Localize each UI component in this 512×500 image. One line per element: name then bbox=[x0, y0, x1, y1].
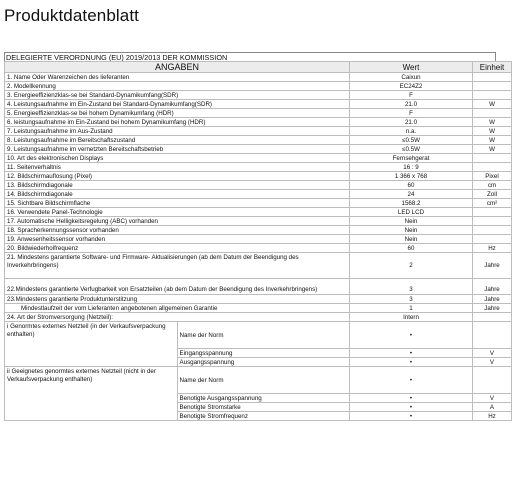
table-row bbox=[5, 304, 512, 313]
table-row bbox=[5, 199, 512, 208]
row-unit: W bbox=[473, 127, 512, 136]
row-unit bbox=[473, 82, 512, 91]
row-value: F bbox=[350, 109, 473, 118]
page-title: Produktdatenblatt bbox=[4, 6, 139, 25]
row-unit bbox=[473, 235, 512, 244]
row-value: 60 bbox=[350, 244, 473, 253]
table-row bbox=[5, 100, 512, 109]
row-value: Nein bbox=[350, 226, 473, 235]
table-row bbox=[5, 145, 512, 154]
row-unit bbox=[473, 208, 512, 217]
row-unit bbox=[473, 109, 512, 118]
row-label: 8. Leistungsaufnahme im Bereitschaftszustand bbox=[5, 136, 350, 145]
row-label: 19. Anwesenheitssensor vorhanden bbox=[5, 235, 350, 244]
row-label: 1. Name Oder Warenzeichen des lieferanten bbox=[5, 73, 350, 82]
group-i-output-label: Ausgangsspannung bbox=[177, 358, 350, 367]
group-ii-frequency-label: Benotigte Stromfrequenz bbox=[177, 412, 350, 421]
group-ii-voltage-unit: V bbox=[473, 394, 512, 403]
table-row bbox=[5, 73, 512, 82]
table-row bbox=[5, 109, 512, 118]
table-row bbox=[5, 181, 512, 190]
row-value: 1 366 x 768 bbox=[350, 172, 473, 181]
row-value: 21.0 bbox=[350, 100, 473, 109]
row-unit: Jahre bbox=[473, 253, 512, 279]
row-value: LED LCD bbox=[350, 208, 473, 217]
group-ii-name-value: • bbox=[350, 367, 473, 394]
row-value: n.a. bbox=[350, 127, 473, 136]
row-unit bbox=[473, 217, 512, 226]
row-unit: cm² bbox=[473, 199, 512, 208]
group-ii-name-unit bbox=[473, 367, 512, 394]
row-label: 10. Art des elektronischen Displays bbox=[5, 154, 350, 163]
row-label: 3. Energieeffizienzklas-se bei Standard-Dynamikumfang(SDR) bbox=[5, 91, 350, 100]
table-row bbox=[5, 226, 512, 235]
row-value: 24 bbox=[350, 190, 473, 199]
row-label: Mindestlaufzeit der vom Lieferanten angebotenen allgemeinen Garantie bbox=[5, 304, 350, 313]
row-unit: Jahre bbox=[473, 279, 512, 295]
row-value: 21.0 bbox=[350, 118, 473, 127]
row-unit: W bbox=[473, 100, 512, 109]
row-label: 13. Bildschirmdiagonale bbox=[5, 181, 350, 190]
row-unit bbox=[473, 163, 512, 172]
group-i-name-value: • bbox=[350, 322, 473, 349]
row-label: 2. Modellkennung bbox=[5, 82, 350, 91]
group-i-input-label: Eingangsspannung bbox=[177, 349, 350, 358]
row-unit bbox=[473, 226, 512, 235]
row-label: 6. leistungsaufnahme im Ein-Zustand bei hohem Dynamikumfang (HDR) bbox=[5, 118, 350, 127]
table-row bbox=[5, 235, 512, 244]
row-value: 2 bbox=[350, 253, 473, 279]
table-row bbox=[5, 118, 512, 127]
row-value: 16 : 9 bbox=[350, 163, 473, 172]
row-label: 4. Leistungsaufnahme im Ein-Zustand bei Standard-Dynamikumfang(SDR) bbox=[5, 100, 350, 109]
group-i-input-unit: V bbox=[473, 349, 512, 358]
group-ii-label: ii Geeignetes genormtes externes Netzteil (nicht in der Verkaufsverpackung enthalten) bbox=[5, 367, 178, 421]
header-einheit: Einheit bbox=[473, 62, 512, 73]
table-row bbox=[5, 208, 512, 217]
header-angaben: ANGABEN bbox=[5, 62, 350, 73]
row-value: 1568.2 bbox=[350, 199, 473, 208]
table-row bbox=[5, 127, 512, 136]
row-value: 3 bbox=[350, 279, 473, 295]
row-unit: cm bbox=[473, 181, 512, 190]
row-label: 12. Bildschirmauflosung (Pixel) bbox=[5, 172, 350, 181]
row-unit bbox=[473, 154, 512, 163]
row-value: Fernsehgerat bbox=[350, 154, 473, 163]
row-value: Caixun bbox=[350, 73, 473, 82]
row-value: EC24Z2 bbox=[350, 82, 473, 91]
table-row bbox=[5, 295, 512, 304]
group-ii-current-label: Benotigte Stromstarke bbox=[177, 403, 350, 412]
row-label: 18. Spracherkennungssensor vorhanden bbox=[5, 226, 350, 235]
table-row bbox=[5, 136, 512, 145]
table-row bbox=[5, 253, 512, 279]
row-value: 1 bbox=[350, 304, 473, 313]
row-unit: W bbox=[473, 118, 512, 127]
table-row bbox=[5, 279, 512, 295]
table-row bbox=[5, 91, 512, 100]
table-row bbox=[5, 163, 512, 172]
group-ii-frequency-value: • bbox=[350, 412, 473, 421]
row-unit bbox=[473, 313, 512, 322]
group-i-output-unit: V bbox=[473, 358, 512, 367]
group-i-name-unit bbox=[473, 322, 512, 349]
group-ii-current-value: • bbox=[350, 403, 473, 412]
table-row bbox=[5, 367, 512, 394]
row-value: ≤0.5W bbox=[350, 136, 473, 145]
table-header bbox=[5, 62, 512, 73]
table-row bbox=[5, 313, 512, 322]
row-label: 7. Leistungsaufnahme im Aus-Zustand bbox=[5, 127, 350, 136]
row-unit: Pixel bbox=[473, 172, 512, 181]
table-row bbox=[5, 190, 512, 199]
group-i-label: i Genormtes externes Netzteil (in der Verkaufsverpackung enthalten) bbox=[5, 322, 178, 367]
row-label: 20. Bildwiederholfrequenz bbox=[5, 244, 350, 253]
table-row bbox=[5, 322, 512, 349]
row-value: Nein bbox=[350, 235, 473, 244]
row-unit: Hz bbox=[473, 244, 512, 253]
row-unit: Jahre bbox=[473, 295, 512, 304]
header-wert: Wert bbox=[350, 62, 473, 73]
row-label: 11. Seitenverhaltnis bbox=[5, 163, 350, 172]
row-unit bbox=[473, 73, 512, 82]
row-label: 15. Sichtbare Bildschirmflache bbox=[5, 199, 350, 208]
row-unit: W bbox=[473, 145, 512, 154]
row-label: 23.Mindestens garantierte Produktunterstitzung bbox=[5, 295, 350, 304]
group-ii-voltage-label: Benotigte Ausgangsspannung bbox=[177, 394, 350, 403]
group-i-input-value: • bbox=[350, 349, 473, 358]
row-label: 24. Art der Stromversorgung (Netzteil): bbox=[5, 313, 350, 322]
row-value: Nein bbox=[350, 217, 473, 226]
table-row bbox=[5, 154, 512, 163]
table-row bbox=[5, 244, 512, 253]
row-unit bbox=[473, 91, 512, 100]
group-ii-frequency-unit: Hz bbox=[473, 412, 512, 421]
data-table bbox=[4, 61, 512, 421]
regulation-subtitle: DELEGIERTE VERORDNUNG (EU) 2019/2013 DER KOMMISSION bbox=[4, 52, 496, 61]
row-unit: Jahre bbox=[473, 304, 512, 313]
row-value: 60 bbox=[350, 181, 473, 190]
group-i-output-value: • bbox=[350, 358, 473, 367]
row-label: 5. Energieeffizienzklas-se bei hohem Dynamikumfang (HDR) bbox=[5, 109, 350, 118]
table-row bbox=[5, 82, 512, 91]
row-label: 9. Leistungsaufnahme im vernetzten Bereitschaftsbetrieb bbox=[5, 145, 350, 154]
row-value: F bbox=[350, 91, 473, 100]
row-label: 21. Mindestens garantierte Software- und Firmware- Aktualisierungen (ab dem Datum der Beendigung des Inverkehrbringens) bbox=[5, 253, 350, 279]
group-i-name-label: Name der Norm bbox=[177, 322, 350, 349]
row-label: 14. Bildschirmdiagonale bbox=[5, 190, 350, 199]
row-label: 22.Mindestens garantierte Verfugbarkeit von Ersatzteilen (ab dem Datum der Beendigung des Inverkehrbringens) bbox=[5, 279, 350, 295]
group-ii-voltage-value: • bbox=[350, 394, 473, 403]
row-value: 3 bbox=[350, 295, 473, 304]
group-ii-name-label: Name der Norm bbox=[177, 367, 350, 394]
table-row bbox=[5, 217, 512, 226]
row-label: 17. Automatische Helligkeitsregelung (ABC) vorhanden bbox=[5, 217, 350, 226]
row-value: ≤0.5W bbox=[350, 145, 473, 154]
row-value: Intern bbox=[350, 313, 473, 322]
row-unit: Zoll bbox=[473, 190, 512, 199]
group-ii-current-unit: A bbox=[473, 403, 512, 412]
table-row bbox=[5, 172, 512, 181]
row-unit: W bbox=[473, 136, 512, 145]
row-label: 16. Verwendete Panel-Technologie bbox=[5, 208, 350, 217]
